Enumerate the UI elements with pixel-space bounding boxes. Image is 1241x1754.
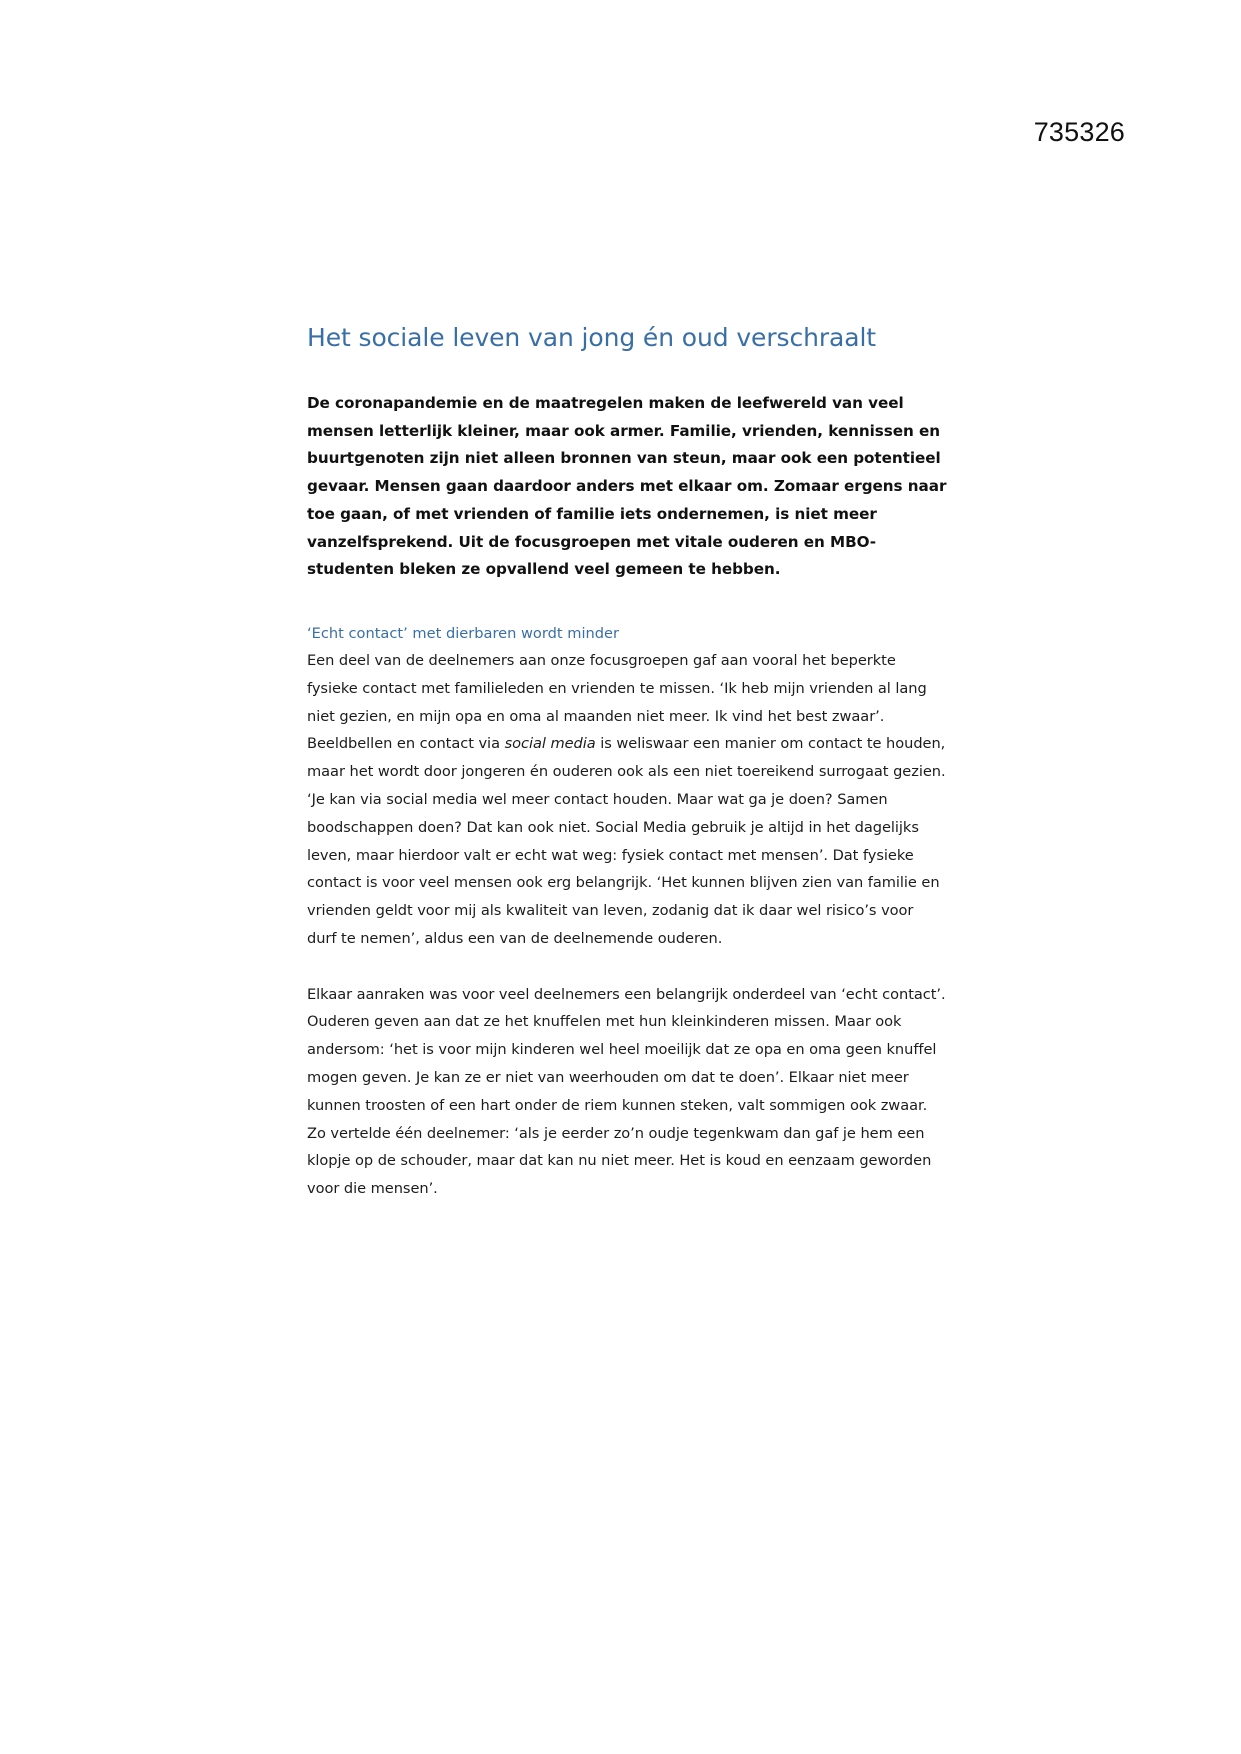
paragraph-1-part-1: Een deel van de deelnemers aan onze focusgroepen gaf aan vooral het beperkte fysieke contact met familieleden en vrienden te missen. ‘Ik heb mijn vrienden al lang niet gezien, en mijn opa en oma al maanden niet meer. Ik vind het best zwaar’. Beeldbellen en contact via [307, 651, 927, 753]
document-number: 735326 [1033, 117, 1125, 147]
paragraph-1 [307, 647, 947, 953]
section-heading: ‘Echt contact’ met dierbaren wordt minder [307, 624, 619, 642]
paragraph-1-part-2: is weliswaar een manier om contact te houden, maar het wordt door jongeren én ouderen ook als een niet toereikend surrogaat gezien. ‘Je kan via social media wel meer contact houden. Maar wat ga je doen? Samen boodschappen doen? Dat kan ook niet. Social Media gebruik je altijd in het dagelijks leven, maar hierdoor valt er echt wat weg: fysiek contact met mensen’. Dat fysieke contact is voor veel mensen ook erg belangrijk. ‘Het kunnen blijven zien van familie en vrienden geldt voor mij als kwaliteit van leven, zodanig dat ik daar wel risico’s voor durf te nemen’, aldus een van de deelnemende ouderen. [307, 735, 946, 947]
article [307, 320, 947, 1203]
article-title: Het sociale leven van jong én oud verschraalt [307, 323, 876, 352]
article-lead: De coronapandemie en de maatregelen maken de leefwereld van veel mensen letterlijk kleiner, maar ook armer. Familie, vrienden, kennissen en buurtgenoten zijn niet alleen bronnen van steun, maar ook een potentieel gevaar. Mensen gaan daardoor anders met elkaar om. Zomaar ergens naar toe gaan, of met vrienden of familie iets ondernemen, is niet meer vanzelfsprekend. Uit de focusgroepen met vitale ouderen en MBO-studenten bleken ze opvallend veel gemeen te hebben. [307, 394, 947, 579]
paragraph-2: Elkaar aanraken was voor veel deelnemers een belangrijk onderdeel van ‘echt contact’. Ouderen geven aan dat ze het knuffelen met hun kleinkinderen missen. Maar ook andersom: ‘het is voor mijn kinderen wel heel moeilijk dat ze opa en oma geen knuffel mogen geven. Je kan ze er niet van weerhouden om dat te doen’. Elkaar niet meer kunnen troosten of een hart onder de riem kunnen steken, valt sommigen ook zwaar. Zo vertelde één deelnemer: ‘als je eerder zo’n oudje tegenkwam dan gaf je hem een klopje op de schouder, maar dat kan nu niet meer. Het is koud en eenzaam geworden voor die mensen’. [307, 985, 946, 1198]
paragraph-1-emphasis: social media [504, 735, 596, 753]
